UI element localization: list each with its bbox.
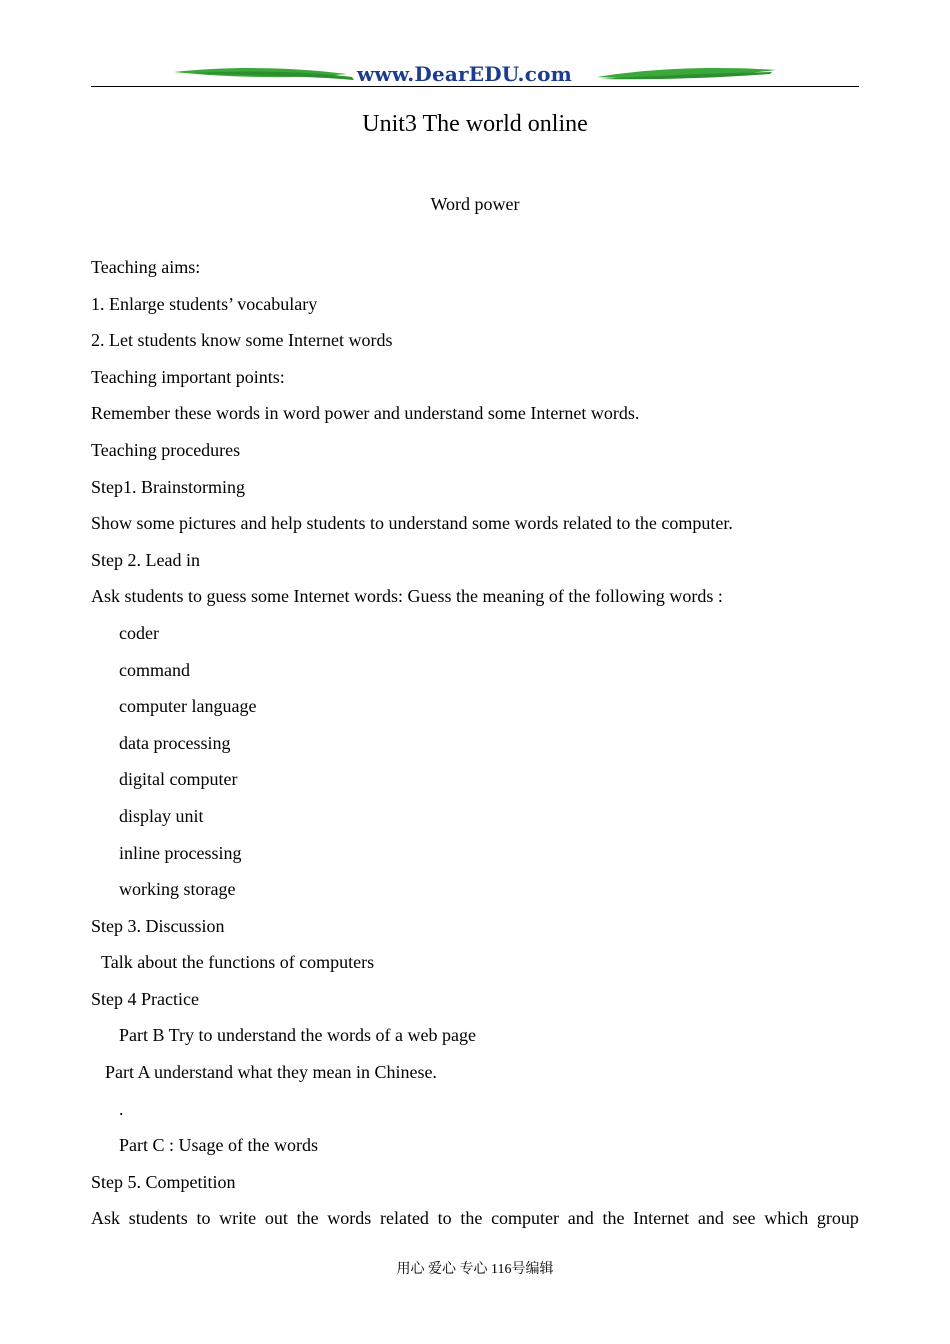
paragraph: Ask students to guess some Internet words: Guess the meaning of the following words : [91,586,723,607]
word: the [602,1208,625,1229]
paragraph: Remember these words in word power and understand some Internet words. [91,403,640,424]
word: see [732,1208,756,1229]
word-list-item: inline processing [119,842,242,863]
word: to [196,1208,211,1229]
word: and [697,1208,724,1229]
word: words [327,1208,372,1229]
paragraph: Part C : Usage of the words [119,1135,318,1156]
word: which [764,1208,809,1229]
word: related [379,1208,429,1229]
header-rule [91,86,859,87]
word-list-item: display unit [119,805,204,826]
word-list-item: digital computer [119,769,238,790]
word: students [128,1208,188,1229]
word-list-item: data processing [119,732,231,753]
step-heading: Step 2. Lead in [91,549,200,570]
word-list-item: coder [119,622,159,643]
document-body [91,252,859,1240]
page-footer: 用心 爱心 专心 116号编辑 [396,1262,554,1277]
paragraph: Show some pictures and help students to understand some words related to the computer. [91,513,733,534]
justified-paragraph-line [91,1203,859,1240]
word: computer [491,1208,560,1229]
word: to [437,1208,452,1229]
section-heading: Teaching procedures [91,439,241,460]
paragraph: Part A understand what they mean in Chinese. [105,1062,437,1083]
section-heading: Teaching important points: [91,366,285,387]
section-heading: Teaching aims: [91,257,201,277]
document-subtitle: Word power [430,194,520,214]
word: out [264,1208,288,1229]
logo-text: www.DearEDU.com [357,62,573,86]
document-title: Unit3 The world online [362,111,588,137]
word-list-item: command [119,659,190,680]
page-header [0,60,950,92]
word: Ask [91,1208,121,1229]
word: write [219,1208,257,1229]
word: and [567,1208,594,1229]
paragraph: . [119,1098,124,1119]
word: the [460,1208,483,1229]
step-heading: Step 4 Practice [91,988,199,1009]
step-heading: Step1. Brainstorming [91,476,245,497]
paragraph: 1. Enlarge students’ vocabulary [91,293,318,314]
paragraph: Part B Try to understand the words of a web page [119,1025,476,1046]
word-list-item: computer language [119,696,257,717]
paragraph: 2. Let students know some Internet words [91,330,393,351]
paragraph: Talk about the functions of computers [101,952,375,973]
step-heading: Step 3. Discussion [91,915,225,936]
word: Internet [633,1208,690,1229]
word: the [296,1208,319,1229]
word-list-item: working storage [119,879,236,900]
word: group [816,1208,859,1229]
step-heading: Step 5. Competition [91,1171,236,1192]
